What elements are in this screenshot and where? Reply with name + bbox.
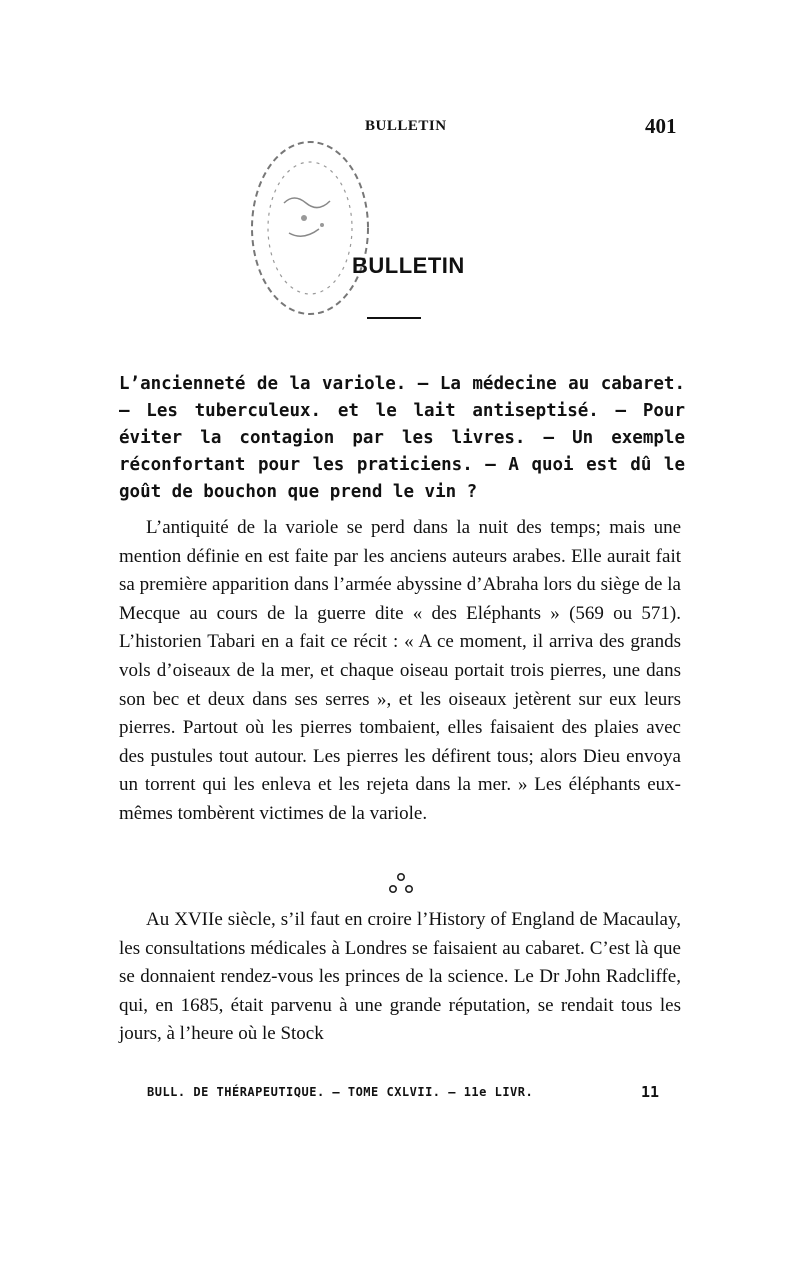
library-stamp-icon: [244, 133, 376, 323]
running-head: [0, 116, 800, 140]
paragraph-variole: L’antiquité de la variole se perd dans la nuit des temps; mais une mention définie en est faite par les anciens auteurs arabes. Elle aurait fait sa première apparition dans l’armée abyssine d’Abraha lors du siège de la Mecque au cours de la guerre dite « des Eléphants » (569 ou 571). L’historien Tabari en a fait ce récit : « A ce moment, il arriva des grands vols d’oiseaux de la mer, et chaque oiseau portait trois pierres, une dans son bec et deux dans ses serres », et les oiseaux jetèrent sur eux leurs pierres. Partout où les pierres tombaient, elles faisaient des plaies avec des pustules tout autour. Les pierres les défirent tous; alors Dieu envoya un torrent qui les enleva et les rejeta dans la mer. » Les éléphants eux-mêmes tombèrent victimes de la variole.: [119, 517, 681, 824]
section-summary: L’ancienneté de la variole. — La médecine au cabaret. — Les tuberculeux. et le lait antiseptisé. — Pour éviter la contagion par les livres. — Un exemple réconfortant pour les praticiens. — A quoi est dû le goût de bouchon que prend le vin ?: [119, 374, 685, 502]
footer-citation: BULL. DE THÉRAPEUTIQUE. — TOME CXLVII. — 11e LIVR.: [147, 1085, 534, 1099]
title-rule: [367, 317, 421, 319]
section-title: BULLETIN: [352, 253, 465, 278]
page-footer: [0, 1085, 800, 1105]
running-title: BULLETIN: [365, 118, 447, 134]
signature-mark: 11: [641, 1083, 660, 1101]
asterism-icon: [386, 870, 416, 898]
page-number: 401: [645, 114, 677, 138]
paragraph-cabaret: Au XVIIe siècle, s’il faut en croire l’History of England de Macaulay, les consultations médicales à Londres se faisaient au cabaret. C’est là que se donnaient rendez-vous les princes de la science. Le Dr John Radcliffe, qui, en 1685, était parvenu à une grande réputation, se rendait tous les jours, à l’heure où le Stock: [119, 909, 681, 1045]
